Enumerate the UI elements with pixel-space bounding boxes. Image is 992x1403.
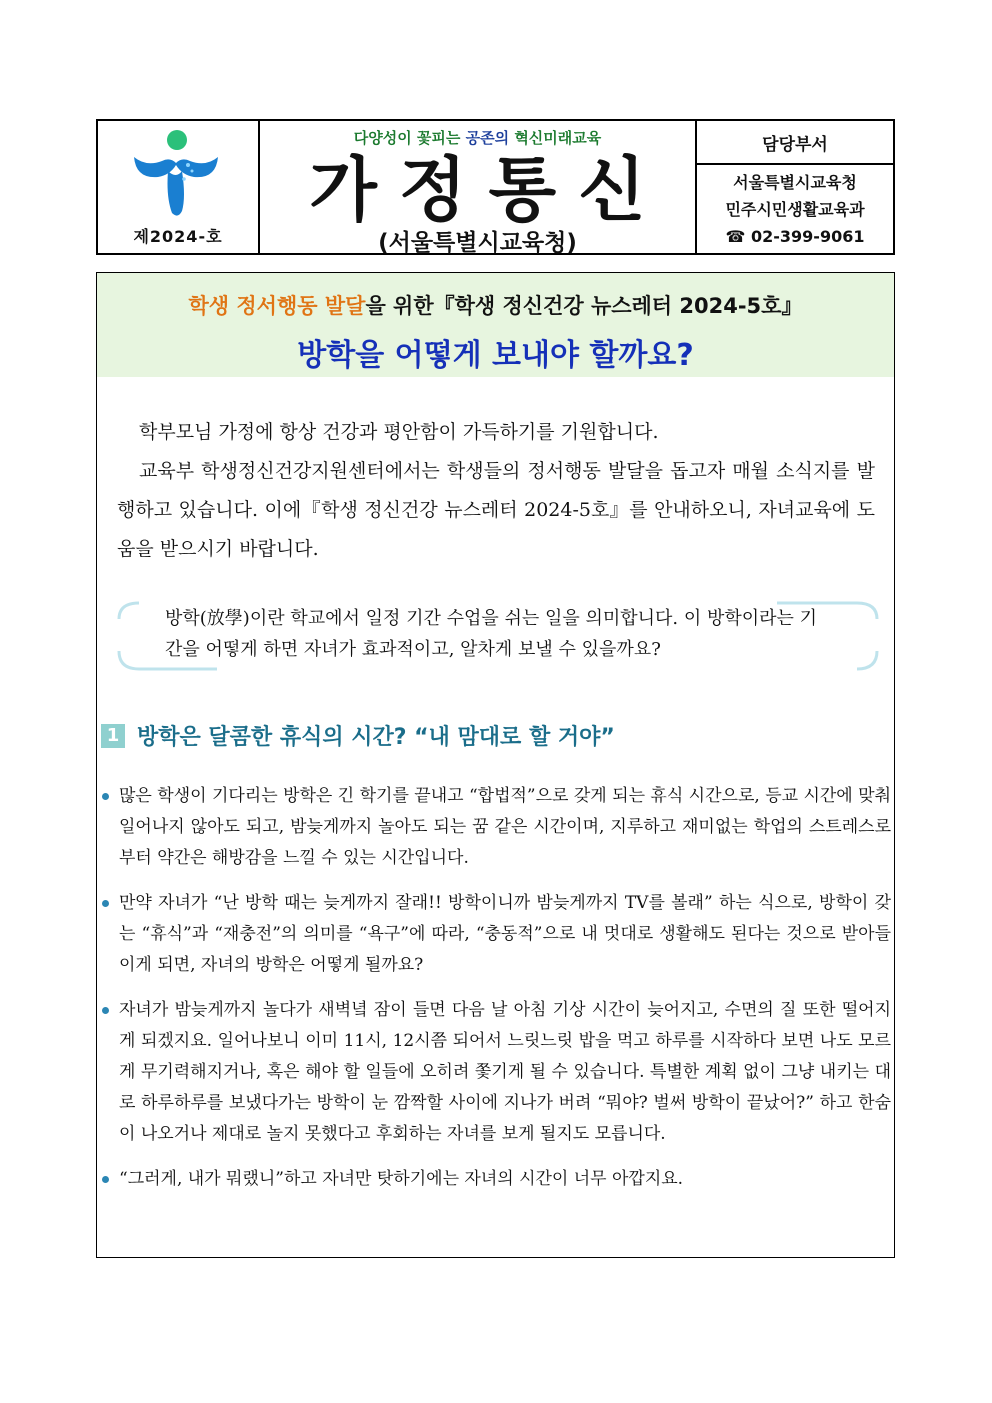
intro-text xyxy=(117,413,875,569)
list-item-text: 만약 자녀가 “난 방학 때는 늦게까지 잘래!! 방학이니까 밤늦게까지 TV를 볼래” 하는 식으로, 방학이 갖는 “휴식”과 “재충전”의 의미를 “욕구”에 따라, “충동적”으로 내 멋대로 생활해도 된다는 것으로 받아들이게 되면, 자녀의 방학은 어떻게 될까요? xyxy=(119,893,891,975)
newsletter-body xyxy=(96,272,895,1258)
bullet-dot-icon xyxy=(102,900,109,907)
list-item xyxy=(101,888,891,981)
title-banner xyxy=(97,273,894,377)
quote-box xyxy=(117,597,879,673)
list-item-text: 자녀가 밤늦게까지 놀다가 새벽녘 잠이 들면 다음 날 아침 기상 시간이 늦어지고, 수면의 질 또한 떨어지게 되겠지요. 일어나보니 이미 11시, 12시쯤 되어서 느릿느릿 밥을 먹고 하루를 시작하다 보면 나도 모르게 무기력해지거나, 혹은 해야 할 일들에 오히려 쫓기게 될 수 있습니다. 특별한 계획 없이 그냥 내키는 대로 하루하루를 보냈다가는 방학이 눈 깜짝할 사이에 지나가 버려 “뭐야? 벌써 방학이 끝났어?” 하고 한숨이 나오거나 제대로 놀지 못했다고 후회하는 자녀를 보게 될지도 모릅니다. xyxy=(119,1000,891,1144)
logo-cell xyxy=(98,121,260,253)
list-item xyxy=(101,995,891,1150)
slogan-part3: 혁신미래교육 xyxy=(509,129,602,147)
department-cell xyxy=(697,121,893,253)
bullet-dot-icon xyxy=(102,1007,109,1014)
section-title: 방학은 달콤한 휴식의 시간? “내 맘대로 할 거야” xyxy=(137,725,615,750)
banner-subtitle-rest: 을 위한『학생 정신건강 뉴스레터 2024-5호』 xyxy=(365,294,803,318)
intro-paragraph: 교육부 학생정신건강지원센터에서는 학생들의 정서행동 발달을 돕고자 매월 소식지를 발행하고 있습니다. 이에『학생 정신건강 뉴스레터 2024-5호』를 안내하오니, 자녀교육에 도움을 받으시기 바랍니다. xyxy=(117,460,875,560)
banner-subtitle xyxy=(97,273,894,320)
department-line2: 민주시민생활교육과 xyxy=(725,199,865,219)
bullet-list xyxy=(101,781,891,1209)
quote-text: 방학(放學)이란 학교에서 일정 기간 수업을 쉬는 일을 의미합니다. 이 방학이라는 기간을 어떻게 하면 자녀가 효과적이고, 알차게 보낼 수 있을까요? xyxy=(165,608,818,660)
section-heading xyxy=(101,720,615,751)
list-item xyxy=(101,1164,891,1195)
banner-title: 방학을 어떻게 보내야 할까요? xyxy=(297,338,694,373)
bullet-dot-icon xyxy=(102,793,109,800)
issue-number: 제2024-호 xyxy=(133,227,223,246)
banner-highlight: 학생 정서행동 발달 xyxy=(188,294,366,318)
intro-paragraph: 학부모님 가정에 항상 건강과 평안함이 가득하기를 기원합니다. xyxy=(139,421,659,443)
department-info xyxy=(697,165,893,253)
list-item-text: 많은 학생이 기다리는 방학은 긴 학기를 끝내고 “합법적”으로 갖게 되는 휴식 시간으로, 등교 시간에 맞춰 일어나지 않아도 되고, 밤늦게까지 놀아도 되는 꿈 같은 시간이며, 지루하고 재미없는 학업의 스트레스로부터 약간은 해방감을 느낄 수 있는 시간입니다. xyxy=(119,786,891,868)
seoul-education-logo-icon xyxy=(126,127,226,217)
list-item xyxy=(101,781,891,874)
title-cell xyxy=(260,121,697,256)
newsletter-title: 가정통신 xyxy=(309,149,668,231)
list-item-text: “그러게, 내가 뭐랬니”하고 자녀만 탓하기에는 자녀의 시간이 너무 아깝지요. xyxy=(119,1169,684,1189)
section-number: 1 xyxy=(101,724,125,748)
phone-number: ☎ 02-399-9061 xyxy=(725,226,865,246)
slogan xyxy=(260,127,695,148)
slogan-part1: 다양성이 꽃피는 xyxy=(353,129,466,147)
department-label: 담당부서 xyxy=(697,121,893,165)
bullet-dot-icon xyxy=(102,1176,109,1183)
department-line1: 서울특별시교육청 xyxy=(733,172,857,192)
slogan-part2: 공존의 xyxy=(465,129,510,147)
organization-name: (서울특별시교육청) xyxy=(378,230,577,256)
newsletter-header xyxy=(96,119,895,255)
